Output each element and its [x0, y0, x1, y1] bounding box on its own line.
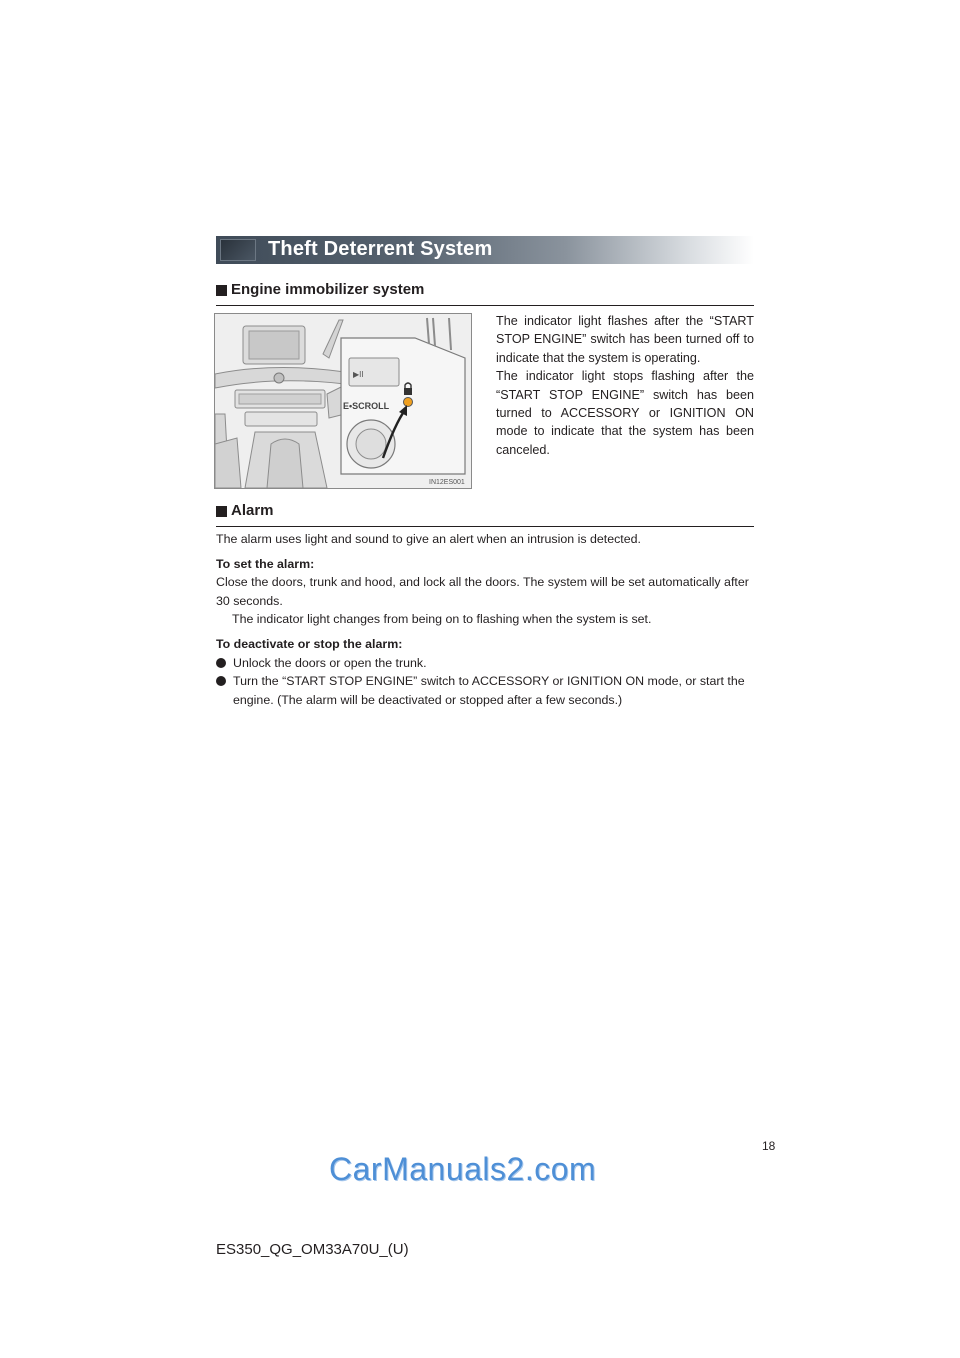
indicator-light-icon	[404, 398, 413, 407]
bullet-icon	[216, 658, 226, 668]
figure-code: IN12ES001	[429, 479, 465, 486]
watermark: CarManuals2.com	[329, 1151, 597, 1187]
page-number: 18	[762, 1139, 776, 1153]
alarm-set-text: Close the doors, trunk and hood, and lock all the doors. The system will be set automatically after 30 seconds.	[216, 575, 749, 608]
list-item	[216, 672, 756, 709]
section-thumbnail-icon	[220, 239, 256, 261]
dashboard-illustration	[214, 313, 472, 489]
bullet-icon	[216, 676, 226, 686]
immobilizer-paragraph-1: The indicator light flashes after the “START STOP ENGINE” switch has been turned off to indicate that the system is operating.	[496, 314, 754, 365]
immobilizer-description	[496, 312, 754, 459]
heading-square-icon	[216, 506, 227, 517]
immobilizer-paragraph-2: The indicator light stops flashing after the “START STOP ENGINE” switch has been turned to ACCESSORY or IGNITION ON mode to indicate that the system has been canceled.	[496, 369, 754, 457]
alarm-set-note: The indicator light changes from being on to flashing when the system is set.	[232, 612, 652, 627]
document-code: ES350_QG_OM33A70U_(U)	[216, 1241, 409, 1258]
alarm-body	[216, 530, 756, 709]
heading-alarm	[216, 502, 754, 527]
heading-alarm-text: Alarm	[231, 502, 274, 519]
alarm-intro: The alarm uses light and sound to give an alert when an intrusion is detected.	[216, 532, 641, 546]
alarm-set-label: To set the alarm:	[216, 556, 315, 571]
heading-square-icon	[216, 285, 227, 296]
list-item	[216, 654, 756, 673]
heading-immobilizer-text: Engine immobilizer system	[231, 281, 425, 298]
heading-immobilizer	[216, 281, 754, 306]
alarm-stop-label: To deactivate or stop the alarm:	[216, 636, 403, 651]
page-title: Theft Deterrent System	[268, 238, 493, 260]
figure-scroll-label: E•SCROLL	[343, 401, 390, 411]
svg-text:▶II: ▶II	[353, 370, 364, 379]
bullet-text: Unlock the doors or open the trunk.	[233, 655, 427, 670]
section-title-bar	[216, 236, 754, 264]
bullet-text: Turn the “START STOP ENGINE” switch to ACCESSORY or IGNITION ON mode, or start the engine. (The alarm will be deactivated or stopped after a few seconds.)	[233, 674, 745, 707]
